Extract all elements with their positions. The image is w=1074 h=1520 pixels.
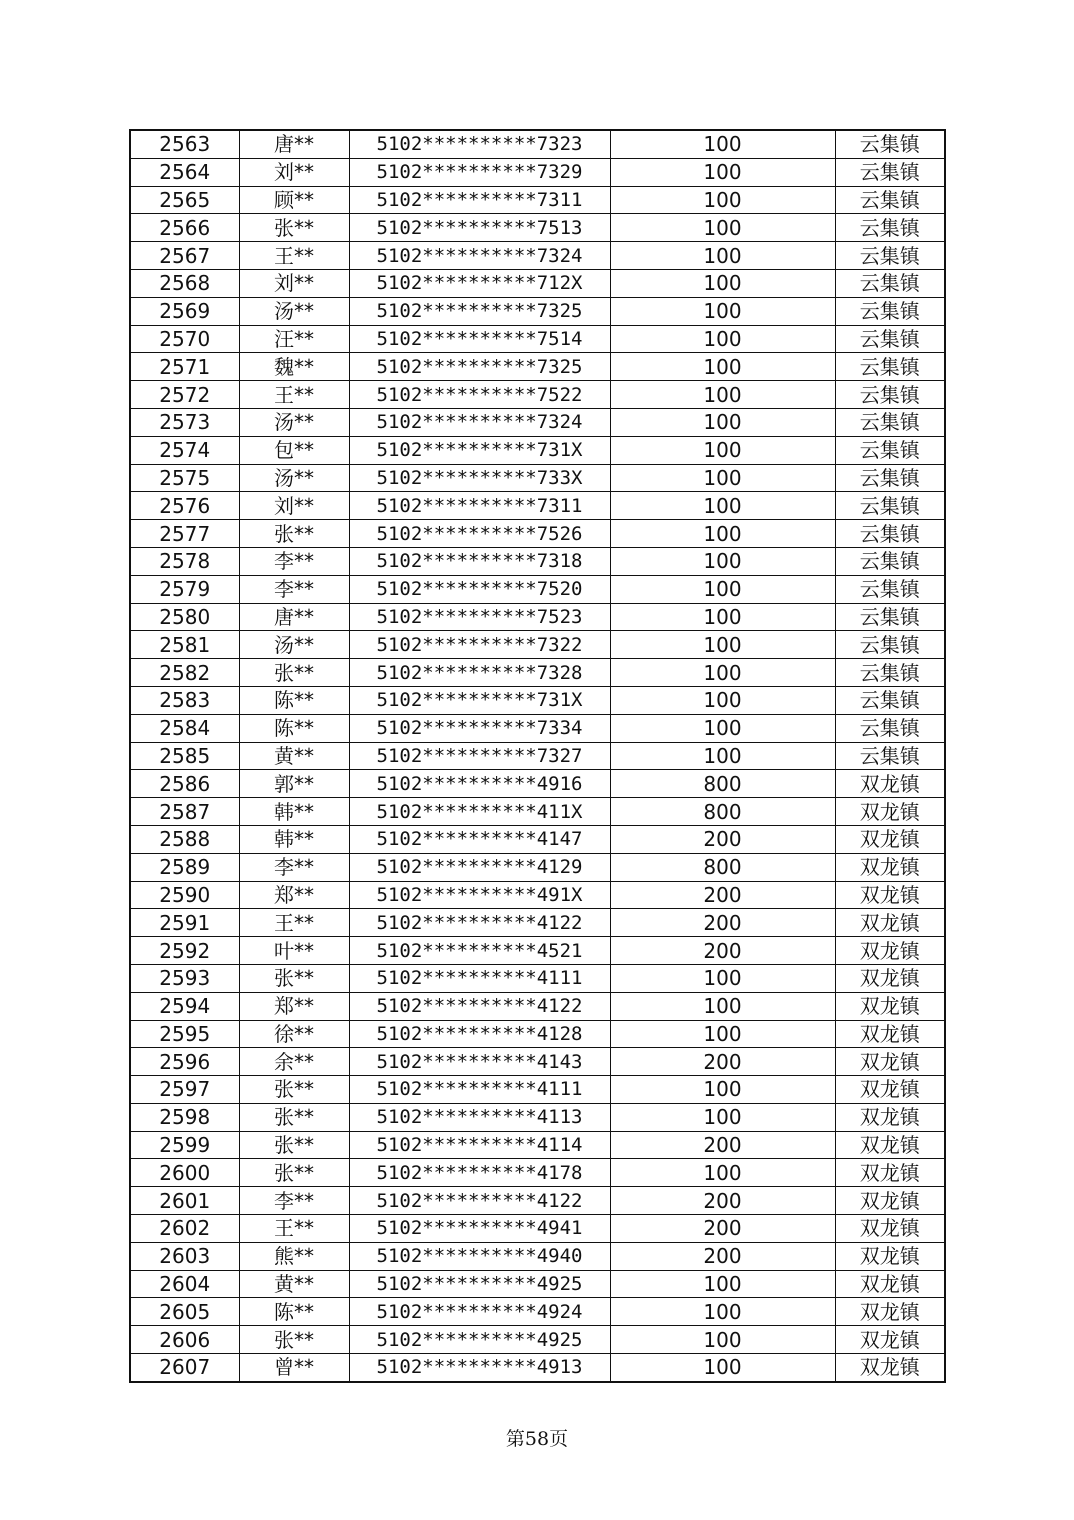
id-number-cell: 5102**********4113 <box>349 1103 610 1131</box>
id-number-cell: 5102**********491X <box>349 881 610 909</box>
amount-cell: 100 <box>610 214 835 242</box>
town-cell: 双龙镇 <box>835 1131 945 1159</box>
id-number-cell: 5102**********411X <box>349 798 610 826</box>
amount-cell: 100 <box>610 1076 835 1104</box>
amount-cell: 100 <box>610 631 835 659</box>
name-cell: 陈** <box>239 714 349 742</box>
serial-number-cell: 2584 <box>130 714 239 742</box>
name-cell: 张** <box>239 964 349 992</box>
serial-number-cell: 2588 <box>130 825 239 853</box>
name-cell: 刘** <box>239 269 349 297</box>
id-number-cell: 5102**********7334 <box>349 714 610 742</box>
id-number-cell: 5102**********4122 <box>349 909 610 937</box>
name-cell: 张** <box>239 520 349 548</box>
amount-cell: 100 <box>610 1354 835 1382</box>
name-cell: 张** <box>239 1103 349 1131</box>
amount-cell: 100 <box>610 714 835 742</box>
name-cell: 韩** <box>239 798 349 826</box>
id-number-cell: 5102**********7325 <box>349 353 610 381</box>
name-cell: 郑** <box>239 992 349 1020</box>
id-number-cell: 5102**********731X <box>349 686 610 714</box>
name-cell: 黄** <box>239 742 349 770</box>
name-cell: 王** <box>239 381 349 409</box>
town-cell: 双龙镇 <box>835 825 945 853</box>
amount-cell: 100 <box>610 964 835 992</box>
town-cell: 双龙镇 <box>835 964 945 992</box>
amount-cell: 100 <box>610 325 835 353</box>
amount-cell: 100 <box>610 1103 835 1131</box>
table-row <box>130 1270 945 1298</box>
amount-cell: 100 <box>610 1298 835 1326</box>
serial-number-cell: 2573 <box>130 408 239 436</box>
town-cell: 双龙镇 <box>835 992 945 1020</box>
name-cell: 张** <box>239 659 349 687</box>
name-cell: 张** <box>239 1076 349 1104</box>
name-cell: 唐** <box>239 130 349 158</box>
id-number-cell: 5102**********733X <box>349 464 610 492</box>
amount-cell: 100 <box>610 686 835 714</box>
name-cell: 熊** <box>239 1242 349 1270</box>
serial-number-cell: 2585 <box>130 742 239 770</box>
id-number-cell: 5102**********7522 <box>349 381 610 409</box>
id-number-cell: 5102**********7322 <box>349 631 610 659</box>
serial-number-cell: 2579 <box>130 575 239 603</box>
amount-cell: 100 <box>610 520 835 548</box>
town-cell: 云集镇 <box>835 714 945 742</box>
table-row <box>130 158 945 186</box>
amount-cell: 200 <box>610 909 835 937</box>
town-cell: 云集镇 <box>835 631 945 659</box>
serial-number-cell: 2565 <box>130 186 239 214</box>
table-row <box>130 825 945 853</box>
serial-number-cell: 2566 <box>130 214 239 242</box>
serial-number-cell: 2602 <box>130 1215 239 1243</box>
amount-cell: 100 <box>610 464 835 492</box>
serial-number-cell: 2606 <box>130 1326 239 1354</box>
amount-cell: 100 <box>610 742 835 770</box>
town-cell: 云集镇 <box>835 408 945 436</box>
name-cell: 顾** <box>239 186 349 214</box>
table-row <box>130 1103 945 1131</box>
name-cell: 徐** <box>239 1020 349 1048</box>
town-cell: 双龙镇 <box>835 1159 945 1187</box>
amount-cell: 100 <box>610 186 835 214</box>
serial-number-cell: 2590 <box>130 881 239 909</box>
amount-cell: 100 <box>610 1270 835 1298</box>
town-cell: 双龙镇 <box>835 1215 945 1243</box>
serial-number-cell: 2568 <box>130 269 239 297</box>
amount-cell: 100 <box>610 269 835 297</box>
serial-number-cell: 2581 <box>130 631 239 659</box>
name-cell: 汤** <box>239 631 349 659</box>
town-cell: 云集镇 <box>835 464 945 492</box>
table-row <box>130 1187 945 1215</box>
table-row <box>130 659 945 687</box>
id-number-cell: 5102**********4941 <box>349 1215 610 1243</box>
town-cell: 双龙镇 <box>835 1270 945 1298</box>
amount-cell: 100 <box>610 547 835 575</box>
id-number-cell: 5102**********7523 <box>349 603 610 631</box>
town-cell: 云集镇 <box>835 353 945 381</box>
serial-number-cell: 2570 <box>130 325 239 353</box>
serial-number-cell: 2596 <box>130 1048 239 1076</box>
id-number-cell: 5102**********4111 <box>349 964 610 992</box>
id-number-cell: 5102**********4521 <box>349 937 610 965</box>
serial-number-cell: 2575 <box>130 464 239 492</box>
table-row <box>130 297 945 325</box>
town-cell: 双龙镇 <box>835 1187 945 1215</box>
id-number-cell: 5102**********7513 <box>349 214 610 242</box>
town-cell: 双龙镇 <box>835 1354 945 1382</box>
table-row <box>130 992 945 1020</box>
serial-number-cell: 2603 <box>130 1242 239 1270</box>
amount-cell: 200 <box>610 1215 835 1243</box>
table-row <box>130 242 945 270</box>
amount-cell: 100 <box>610 1020 835 1048</box>
table-row <box>130 1326 945 1354</box>
serial-number-cell: 2580 <box>130 603 239 631</box>
serial-number-cell: 2583 <box>130 686 239 714</box>
amount-cell: 200 <box>610 937 835 965</box>
amount-cell: 100 <box>610 408 835 436</box>
name-cell: 包** <box>239 436 349 464</box>
id-number-cell: 5102**********7526 <box>349 520 610 548</box>
name-cell: 余** <box>239 1048 349 1076</box>
amount-cell: 200 <box>610 881 835 909</box>
name-cell: 李** <box>239 853 349 881</box>
table-row <box>130 1354 945 1382</box>
serial-number-cell: 2591 <box>130 909 239 937</box>
serial-number-cell: 2595 <box>130 1020 239 1048</box>
table-row <box>130 1048 945 1076</box>
id-number-cell: 5102**********7328 <box>349 659 610 687</box>
serial-number-cell: 2569 <box>130 297 239 325</box>
id-number-cell: 5102**********4122 <box>349 1187 610 1215</box>
name-cell: 刘** <box>239 492 349 520</box>
town-cell: 云集镇 <box>835 186 945 214</box>
table-row <box>130 1159 945 1187</box>
serial-number-cell: 2567 <box>130 242 239 270</box>
table-row <box>130 492 945 520</box>
id-number-cell: 5102**********4122 <box>349 992 610 1020</box>
town-cell: 双龙镇 <box>835 1048 945 1076</box>
serial-number-cell: 2601 <box>130 1187 239 1215</box>
serial-number-cell: 2563 <box>130 130 239 158</box>
name-cell: 李** <box>239 547 349 575</box>
id-number-cell: 5102**********4111 <box>349 1076 610 1104</box>
name-cell: 叶** <box>239 937 349 965</box>
records-body <box>130 130 945 1382</box>
table-row <box>130 714 945 742</box>
town-cell: 云集镇 <box>835 492 945 520</box>
amount-cell: 100 <box>610 130 835 158</box>
serial-number-cell: 2592 <box>130 937 239 965</box>
name-cell: 刘** <box>239 158 349 186</box>
id-number-cell: 5102**********7323 <box>349 130 610 158</box>
id-number-cell: 5102**********7324 <box>349 242 610 270</box>
table-row <box>130 1020 945 1048</box>
table-row <box>130 853 945 881</box>
table-row <box>130 353 945 381</box>
amount-cell: 800 <box>610 798 835 826</box>
table-row <box>130 130 945 158</box>
name-cell: 王** <box>239 909 349 937</box>
amount-cell: 100 <box>610 158 835 186</box>
table-row <box>130 909 945 937</box>
name-cell: 陈** <box>239 1298 349 1326</box>
town-cell: 双龙镇 <box>835 1326 945 1354</box>
id-number-cell: 5102**********4925 <box>349 1326 610 1354</box>
table-row <box>130 937 945 965</box>
amount-cell: 100 <box>610 242 835 270</box>
name-cell: 汤** <box>239 464 349 492</box>
serial-number-cell: 2593 <box>130 964 239 992</box>
town-cell: 双龙镇 <box>835 1076 945 1104</box>
town-cell: 云集镇 <box>835 436 945 464</box>
amount-cell: 200 <box>610 1131 835 1159</box>
name-cell: 汤** <box>239 297 349 325</box>
id-number-cell: 5102**********731X <box>349 436 610 464</box>
table-row <box>130 881 945 909</box>
serial-number-cell: 2597 <box>130 1076 239 1104</box>
table-row <box>130 381 945 409</box>
table-row <box>130 1298 945 1326</box>
id-number-cell: 5102**********4924 <box>349 1298 610 1326</box>
town-cell: 双龙镇 <box>835 853 945 881</box>
amount-cell: 100 <box>610 1159 835 1187</box>
id-number-cell: 5102**********7325 <box>349 297 610 325</box>
amount-cell: 200 <box>610 1242 835 1270</box>
name-cell: 李** <box>239 1187 349 1215</box>
id-number-cell: 5102**********4143 <box>349 1048 610 1076</box>
amount-cell: 200 <box>610 1187 835 1215</box>
amount-cell: 100 <box>610 436 835 464</box>
amount-cell: 100 <box>610 381 835 409</box>
amount-cell: 100 <box>610 492 835 520</box>
town-cell: 双龙镇 <box>835 770 945 798</box>
id-number-cell: 5102**********7324 <box>349 408 610 436</box>
table-row <box>130 269 945 297</box>
id-number-cell: 5102**********7327 <box>349 742 610 770</box>
name-cell: 李** <box>239 575 349 603</box>
amount-cell: 200 <box>610 825 835 853</box>
id-number-cell: 5102**********4913 <box>349 1354 610 1382</box>
town-cell: 云集镇 <box>835 575 945 603</box>
id-number-cell: 5102**********4940 <box>349 1242 610 1270</box>
records-table <box>129 129 946 1383</box>
name-cell: 黄** <box>239 1270 349 1298</box>
table-row <box>130 1242 945 1270</box>
name-cell: 汪** <box>239 325 349 353</box>
serial-number-cell: 2594 <box>130 992 239 1020</box>
name-cell: 张** <box>239 214 349 242</box>
name-cell: 王** <box>239 1215 349 1243</box>
town-cell: 双龙镇 <box>835 1298 945 1326</box>
name-cell: 王** <box>239 242 349 270</box>
name-cell: 唐** <box>239 603 349 631</box>
table-row <box>130 603 945 631</box>
id-number-cell: 5102**********7514 <box>349 325 610 353</box>
town-cell: 云集镇 <box>835 659 945 687</box>
amount-cell: 100 <box>610 575 835 603</box>
serial-number-cell: 2574 <box>130 436 239 464</box>
table-row <box>130 325 945 353</box>
table-row <box>130 770 945 798</box>
table-row <box>130 631 945 659</box>
table-row <box>130 214 945 242</box>
amount-cell: 100 <box>610 659 835 687</box>
id-number-cell: 5102**********4114 <box>349 1131 610 1159</box>
town-cell: 云集镇 <box>835 269 945 297</box>
amount-cell: 200 <box>610 1048 835 1076</box>
table-row <box>130 964 945 992</box>
town-cell: 云集镇 <box>835 214 945 242</box>
amount-cell: 100 <box>610 992 835 1020</box>
town-cell: 云集镇 <box>835 686 945 714</box>
town-cell: 云集镇 <box>835 742 945 770</box>
serial-number-cell: 2598 <box>130 1103 239 1131</box>
town-cell: 云集镇 <box>835 520 945 548</box>
table-row <box>130 1131 945 1159</box>
id-number-cell: 5102**********4178 <box>349 1159 610 1187</box>
serial-number-cell: 2582 <box>130 659 239 687</box>
amount-cell: 800 <box>610 770 835 798</box>
amount-cell: 100 <box>610 353 835 381</box>
name-cell: 张** <box>239 1326 349 1354</box>
name-cell: 韩** <box>239 825 349 853</box>
table-row <box>130 436 945 464</box>
id-number-cell: 5102**********7329 <box>349 158 610 186</box>
serial-number-cell: 2587 <box>130 798 239 826</box>
town-cell: 双龙镇 <box>835 881 945 909</box>
town-cell: 云集镇 <box>835 297 945 325</box>
serial-number-cell: 2572 <box>130 381 239 409</box>
serial-number-cell: 2586 <box>130 770 239 798</box>
town-cell: 双龙镇 <box>835 1242 945 1270</box>
table-row <box>130 408 945 436</box>
town-cell: 双龙镇 <box>835 1020 945 1048</box>
table-row <box>130 547 945 575</box>
name-cell: 陈** <box>239 686 349 714</box>
town-cell: 双龙镇 <box>835 1103 945 1131</box>
table-row <box>130 742 945 770</box>
serial-number-cell: 2564 <box>130 158 239 186</box>
serial-number-cell: 2605 <box>130 1298 239 1326</box>
town-cell: 双龙镇 <box>835 798 945 826</box>
town-cell: 云集镇 <box>835 603 945 631</box>
name-cell: 郭** <box>239 770 349 798</box>
town-cell: 云集镇 <box>835 381 945 409</box>
serial-number-cell: 2604 <box>130 1270 239 1298</box>
id-number-cell: 5102**********4147 <box>349 825 610 853</box>
serial-number-cell: 2576 <box>130 492 239 520</box>
id-number-cell: 5102**********7311 <box>349 492 610 520</box>
id-number-cell: 5102**********4925 <box>349 1270 610 1298</box>
serial-number-cell: 2577 <box>130 520 239 548</box>
name-cell: 魏** <box>239 353 349 381</box>
amount-cell: 100 <box>610 1326 835 1354</box>
serial-number-cell: 2589 <box>130 853 239 881</box>
serial-number-cell: 2607 <box>130 1354 239 1382</box>
serial-number-cell: 2600 <box>130 1159 239 1187</box>
town-cell: 云集镇 <box>835 325 945 353</box>
id-number-cell: 5102**********4129 <box>349 853 610 881</box>
table-row <box>130 575 945 603</box>
id-number-cell: 5102**********4916 <box>349 770 610 798</box>
town-cell: 双龙镇 <box>835 909 945 937</box>
serial-number-cell: 2571 <box>130 353 239 381</box>
amount-cell: 800 <box>610 853 835 881</box>
serial-number-cell: 2578 <box>130 547 239 575</box>
page-number: 第58页 <box>505 1428 569 1450</box>
amount-cell: 100 <box>610 603 835 631</box>
town-cell: 云集镇 <box>835 130 945 158</box>
town-cell: 双龙镇 <box>835 937 945 965</box>
town-cell: 云集镇 <box>835 158 945 186</box>
id-number-cell: 5102**********7520 <box>349 575 610 603</box>
town-cell: 云集镇 <box>835 547 945 575</box>
id-number-cell: 5102**********712X <box>349 269 610 297</box>
name-cell: 郑** <box>239 881 349 909</box>
amount-cell: 100 <box>610 297 835 325</box>
table-row <box>130 186 945 214</box>
table-row <box>130 686 945 714</box>
name-cell: 曾** <box>239 1354 349 1382</box>
table-row <box>130 464 945 492</box>
id-number-cell: 5102**********7318 <box>349 547 610 575</box>
name-cell: 张** <box>239 1159 349 1187</box>
table-row <box>130 798 945 826</box>
id-number-cell: 5102**********4128 <box>349 1020 610 1048</box>
table-row <box>130 520 945 548</box>
table-row <box>130 1215 945 1243</box>
name-cell: 汤** <box>239 408 349 436</box>
town-cell: 云集镇 <box>835 242 945 270</box>
serial-number-cell: 2599 <box>130 1131 239 1159</box>
name-cell: 张** <box>239 1131 349 1159</box>
table-row <box>130 1076 945 1104</box>
id-number-cell: 5102**********7311 <box>349 186 610 214</box>
